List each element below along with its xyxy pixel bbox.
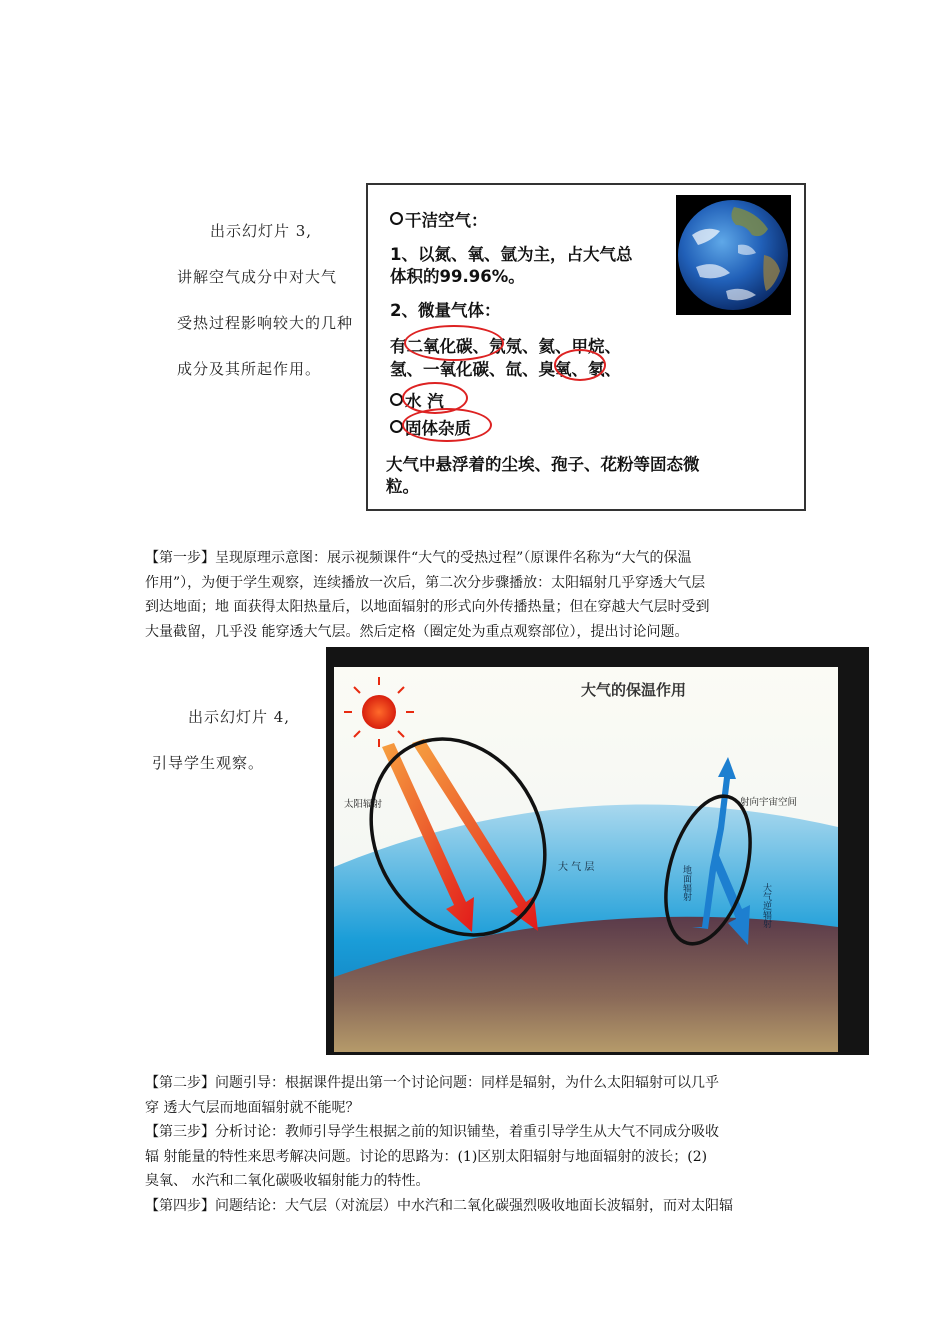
label-solar-radiation: 太阳辐射	[344, 799, 383, 810]
circle-bullet-icon	[390, 393, 403, 406]
step1-line: 到达地面；地 面获得太阳热量后，以地面辐射的形式向外传播热量；但在穿越大气层时受到	[145, 599, 710, 615]
diagram-panel	[334, 667, 838, 1052]
label-to-space: 射向宇宙空间	[740, 797, 798, 808]
step3-line: 臭氧、 水汽和二氧化碳吸收辐射能力的特性。	[145, 1173, 430, 1189]
slide3-line-2: 2、微量气体：	[390, 301, 501, 320]
slide3-line-3: 有二氧化碳、氖氖、氦、甲烷、	[390, 337, 621, 356]
slide3-line-5a: 大气中悬浮着的尘埃、孢子、花粉等固态微	[386, 455, 700, 474]
slide3-note-line3: 受热过程影响较大的几种	[177, 314, 354, 332]
slide3-heading-dry-air: 干洁空气：	[390, 207, 488, 231]
highlight-circle-ozone	[554, 349, 606, 381]
circle-bullet-icon	[390, 212, 403, 225]
slide4-note-line1: 出示幻灯片 4,	[188, 708, 291, 726]
diagram-title: 大气的保温作用	[581, 681, 687, 699]
highlight-circle-solid-impurities	[402, 408, 492, 442]
step1-line: 作用”），为便于学生观察，连续播放一次后，第二次分步骤播放：太阳辐射几乎穿透大气层	[145, 574, 706, 591]
slide3-note-line4: 成分及其所起作用。	[177, 360, 322, 378]
slide3-heading-water-vapor: 水 汽	[390, 388, 444, 412]
step2-line: 穿 透大气层而地面辐射就不能呢？	[145, 1099, 360, 1116]
slide3-line-1b: 体积的99.96%。	[390, 267, 525, 286]
step1-line: 大量截留，几乎没 能穿透大气层。然后定格（圈定处为重点观察部位），提出讨论问题。	[145, 623, 689, 640]
step3-line: 辐 射能量的特性来思考解决问题。讨论的思路为：(1)区别太阳辐射与地面辐射的波长；(2)	[145, 1148, 708, 1165]
slide3-note-line1: 出示幻灯片 3,	[210, 222, 313, 240]
step1-paragraph	[145, 546, 810, 644]
label-counter-radiation: 大气逆辐射	[761, 883, 771, 928]
slide3-line-1a: 1、以氮、氧、氩为主，占大气总	[390, 245, 633, 264]
label-atmosphere: 大 气 层	[558, 862, 595, 873]
slide3-line-5b: 粒。	[386, 477, 419, 496]
slide3-note-line2: 讲解空气成分中对大气	[177, 268, 338, 286]
step4-line: 【第四步】问题结论：大气层（对流层）中水汽和二氧化碳强烈吸收地面长波辐射，而对太阳辐	[145, 1197, 733, 1214]
slide-4-image	[326, 647, 869, 1055]
slide3-heading-solid-impurities: 固体杂质	[390, 415, 471, 439]
steps-2-4-paragraph	[145, 1071, 810, 1218]
label-ground-radiation: 地面辐射	[681, 865, 691, 901]
slide3-line-4: 氢、一氧化碳、氙、臭氧、氡、	[390, 360, 621, 379]
step1-line: 【第一步】呈现原理示意图：展示视频课件“大气的受热过程”（原课件名称为“大气的保温	[145, 550, 692, 566]
step2-line: 【第二步】问题引导：根据课件提出第一个讨论问题：同样是辐射，为什么太阳辐射可以几乎	[145, 1075, 719, 1091]
slide4-note-line2: 引导学生观察。	[152, 754, 265, 772]
highlight-circle-co2	[404, 325, 504, 361]
circle-bullet-icon	[390, 420, 403, 433]
slide-3-image	[366, 183, 806, 511]
earth-photo	[676, 195, 791, 315]
step3-line: 【第三步】分析讨论：教师引导学生根据之前的知识铺垫，着重引导学生从大气不同成分吸收	[145, 1124, 719, 1140]
